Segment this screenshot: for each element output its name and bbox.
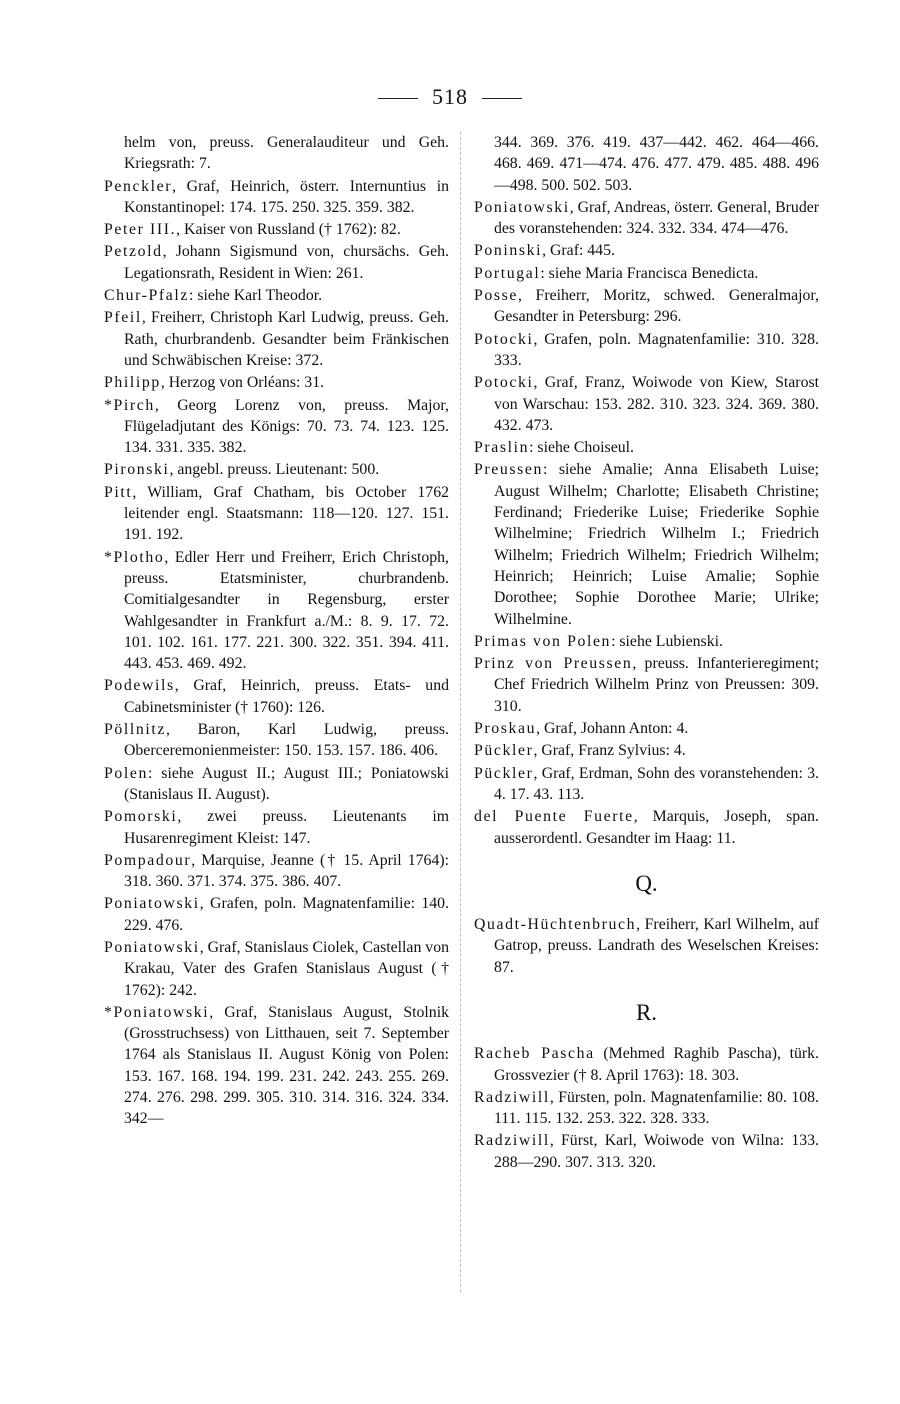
- entry-headword: Polen: [104, 764, 148, 782]
- entry-text: , Graf, Heinrich, preuss. Etats- und Cabinetsminister († 1760): 126.: [124, 677, 449, 716]
- index-entry: [474, 740, 819, 761]
- index-entry: [474, 1087, 819, 1130]
- page-header: [0, 84, 900, 114]
- index-entry: [104, 307, 449, 371]
- entry-text: : siehe Choiseul.: [529, 439, 634, 457]
- section-heading-r: R.: [635, 999, 658, 1025]
- entry-text: , Freiherr, Moritz, schwed. Generalmajor, Gesandter in Petersburg: 296.: [494, 287, 819, 326]
- entry-headword: Pitt: [104, 483, 133, 501]
- entry-text: , preuss. Infanterieregiment; Chef Friedrich Wilhelm Prinz von Preussen: 309. 310.: [494, 655, 819, 715]
- page-number: 518: [432, 84, 468, 109]
- entry-headword: Petzold: [104, 243, 163, 261]
- section-q-entries: [474, 914, 819, 978]
- right-column: [474, 132, 819, 1174]
- entry-headword: Preussen: [474, 461, 543, 479]
- entry-text: , Fürst, Karl, Woiwode von Wilna: 133. 288—290. 307. 313. 320.: [494, 1132, 819, 1171]
- entry-headword: Poninski: [474, 242, 543, 260]
- entry-headword: Poniatowski: [104, 938, 200, 956]
- entry-headword: Primas von Polen: [474, 632, 612, 650]
- entry-headword: Peter III.: [104, 221, 177, 239]
- entry-text: , Graf, Franz Sylvius: 4.: [533, 742, 686, 760]
- entry-headword: Radziwill: [474, 1132, 550, 1150]
- entry-text: , Graf, Franz, Woiwode von Kiew, Starost von Warschau: 153. 282. 310. 323. 324. 369. 380. 432. 473.: [494, 374, 819, 434]
- entry-text: , Graf, Heinrich, österr. Internuntius in Konstantinopel: 174. 175. 250. 325. 359. 382.: [124, 177, 449, 216]
- entry-text: , zwei preuss. Lieutenants im Husarenregiment Kleist: 147.: [124, 808, 449, 847]
- index-entry: [474, 437, 819, 458]
- index-entry: [474, 914, 819, 978]
- entry-text: : siehe Maria Francisca Benedicta.: [540, 264, 759, 282]
- index-entry: [474, 1130, 819, 1173]
- index-entry: [104, 1002, 449, 1130]
- entry-headword: Poniatowski: [104, 895, 200, 913]
- entry-text: , Fürsten, poln. Magnatenfamilie: 80. 108. 111. 115. 132. 253. 322. 328. 333.: [494, 1088, 819, 1128]
- entry-text: , Herzog von Orléans: 31.: [160, 374, 325, 392]
- index-entry: [474, 372, 819, 436]
- entry-text: , Marquis, Joseph, span. ausserordentl. Gesandter im Haag: 11.: [494, 808, 819, 847]
- section-r-entries: [474, 1043, 819, 1173]
- entry-text: , William, Graf Chatham, bis October 1762 leitender engl. Staatsmann: 118—120. 127. 151. 191. 192.: [124, 483, 449, 544]
- index-entry: [474, 1043, 819, 1086]
- entry-text: , Grafen, poln. Magnatenfamilie: 140. 229. 476.: [124, 895, 449, 934]
- entry-text: : siehe Lubienski.: [611, 632, 723, 650]
- entry-text: , Graf, Stanislaus August, Stolnik (Grosstruchsess) von Litthauen, seit 7. September 1764 als Stanislaus II. August König von Polen: 153. 167. 168. 194. 199. 231. 242. 243. 255. 269. 274. 276. 298. 299. 305. 310. 314. 316. 324. 334. 342—: [124, 1003, 449, 1128]
- index-entry: [474, 132, 819, 196]
- entry-headword: *Poniatowski: [104, 1003, 210, 1021]
- index-entry: [104, 459, 449, 480]
- entry-headword: Quadt-Hüchtenbruch: [474, 916, 637, 934]
- entry-headword: Podewils: [104, 677, 175, 695]
- entry-text: , Freiherr, Christoph Karl Ludwig, preuss. Geh. Rath, churbrandenb. Gesandter beim Fränkischen und Schwäbischen Kreise: 372.: [124, 309, 449, 369]
- entry-text: , Baron, Karl Ludwig, preuss. Oberceremonienmeister: 150. 153. 157. 186. 406.: [124, 721, 449, 760]
- entry-text: , Johann Sigismund von, chursächs. Geh. Legationsrath, Resident in Wien: 261.: [124, 243, 449, 282]
- entry-headword: Poniatowski: [474, 198, 570, 216]
- entry-headword: Posse: [474, 287, 518, 305]
- index-entry: [474, 240, 819, 261]
- index-entry: [104, 719, 449, 762]
- index-entry: [474, 631, 819, 652]
- entry-headword: Pückler: [474, 764, 534, 782]
- entry-text: , Freiherr, Karl Wilhelm, auf Gatrop, preuss. Landrath des Weselschen Kreises: 87.: [494, 916, 819, 976]
- entry-headword: Chur-Pfalz: [104, 287, 189, 305]
- index-entry: [474, 718, 819, 739]
- entry-text: helm von, preuss. Generalauditeur und Geh. Kriegsrath: 7.: [124, 134, 449, 173]
- entry-text: , Graf, Erdman, Sohn des voranstehenden: 3. 4. 17. 43. 113.: [494, 764, 819, 803]
- entry-headword: *Pirch: [104, 396, 155, 414]
- entry-text: , Edler Herr und Freiherr, Erich Christoph, preuss. Etatsminister, churbrandenb. Comitialgesandter in Regensburg, erster Wahlgesandter in Frankfurt a./M.: 8. 9. 17. 72. 101. 102. 161. 177. 221. 300. 322. 351. 394. 411. 443. 453. 469. 492.: [124, 548, 449, 673]
- index-entry: [104, 176, 449, 219]
- entry-text: , Marquise, Jeanne († 15. April 1764): 318. 360. 371. 374. 375. 386. 407.: [124, 851, 449, 891]
- index-entry: [474, 653, 819, 717]
- entry-text: , Graf, Stanislaus Ciolek, Castellan von Krakau, Vater des Grafen Stanislaus August († 1762): 242.: [124, 938, 449, 999]
- index-entry: [104, 937, 449, 1001]
- entry-headword: Prinz von Preussen: [474, 655, 633, 673]
- entry-text: : siehe Karl Theodor.: [189, 287, 323, 305]
- entry-text: (Mehmed Raghib Pascha), türk. Grossvezier († 8. April 1763): 18. 303.: [494, 1045, 819, 1084]
- index-entry: [104, 893, 449, 936]
- index-entry: [474, 285, 819, 328]
- entry-text: , Graf: 445.: [542, 242, 615, 260]
- entry-headword: Penckler: [104, 177, 173, 195]
- entry-text: , Georg Lorenz von, preuss. Major, Flügeladjutant des Königs: 70. 73. 74. 123. 125. 134. 331. 335. 382.: [124, 396, 449, 457]
- entry-text: , Grafen, poln. Magnatenfamilie: 310. 328. 333.: [494, 330, 819, 369]
- header-rule-left: [378, 98, 418, 99]
- section-heading-q: Q.: [635, 870, 658, 896]
- right-column-entries: [474, 132, 819, 849]
- entry-headword: Praslin: [474, 439, 530, 457]
- index-entry: [474, 763, 819, 806]
- index-entry: [104, 547, 449, 675]
- index-entry: [104, 395, 449, 459]
- index-entry: [104, 241, 449, 284]
- index-entry: [474, 197, 819, 240]
- entry-headword: Pironski: [104, 461, 170, 479]
- index-entry: [474, 263, 819, 284]
- entry-headword: Pomorski: [104, 808, 178, 826]
- entry-headword: Radziwill: [474, 1088, 550, 1106]
- entry-headword: Pfeil: [104, 309, 142, 327]
- index-entry: [104, 675, 449, 718]
- left-column: [104, 132, 449, 1131]
- entry-headword: Racheb Pascha: [474, 1045, 595, 1063]
- index-entry: [474, 806, 819, 849]
- index-entry: [104, 219, 449, 240]
- entry-text: , Graf, Andreas, österr. General, Bruder des voranstehenden: 324. 332. 334. 474—476.: [494, 198, 819, 238]
- entry-headword: Pompadour: [104, 851, 192, 869]
- entry-headword: Proskau: [474, 720, 537, 738]
- entry-text: : siehe August II.; August III.; Poniatowski (Stanislaus II. August).: [124, 764, 449, 803]
- index-entry: [474, 459, 819, 629]
- index-entry: [104, 372, 449, 393]
- entry-headword: Pöllnitz: [104, 721, 166, 739]
- entry-headword: del Puente Fuerte: [474, 808, 634, 826]
- entry-headword: *Plotho: [104, 548, 165, 566]
- entry-text: , angebl. preuss. Lieutenant: 500.: [169, 461, 380, 479]
- entry-headword: Potocki: [474, 374, 534, 392]
- index-entry: [104, 806, 449, 849]
- entry-text: 344. 369. 376. 419. 437—442. 462. 464—466. 468. 469. 471—474. 476. 477. 479. 485. 488. 496—498. 500. 502. 503.: [494, 134, 819, 194]
- entry-text: , Kaiser von Russland († 1762): 82.: [176, 221, 401, 239]
- index-entry: [104, 763, 449, 806]
- index-entry: [104, 132, 449, 175]
- column-divider: [460, 132, 461, 1292]
- index-entry: [104, 285, 449, 306]
- entry-text: , Graf, Johann Anton: 4.: [536, 720, 689, 738]
- header-rule-right: [482, 98, 522, 99]
- entry-headword: Philipp: [104, 374, 161, 392]
- index-entry: [474, 329, 819, 372]
- entry-headword: Portugal: [474, 264, 541, 282]
- entry-text: : siehe Amalie; Anna Elisabeth Luise; August Wilhelm; Charlotte; Elisabeth Christine; Ferdinand; Friederike Luise; Friederike Sophie Wilhelmine; Friedrich Wilhelm I.; Friedrich Wilhelm; Friedrich Wilhelm; Friedrich Wilhelm; Heinrich; Heinrich; Luise Amalie; Sophie Dorothee; Sophie Dorothee Marie; Ulrike; Wilhelmine.: [494, 461, 819, 628]
- index-entry: [104, 850, 449, 893]
- entry-headword: Pückler: [474, 742, 534, 760]
- entry-headword: Potocki: [474, 330, 534, 348]
- index-entry: [104, 482, 449, 546]
